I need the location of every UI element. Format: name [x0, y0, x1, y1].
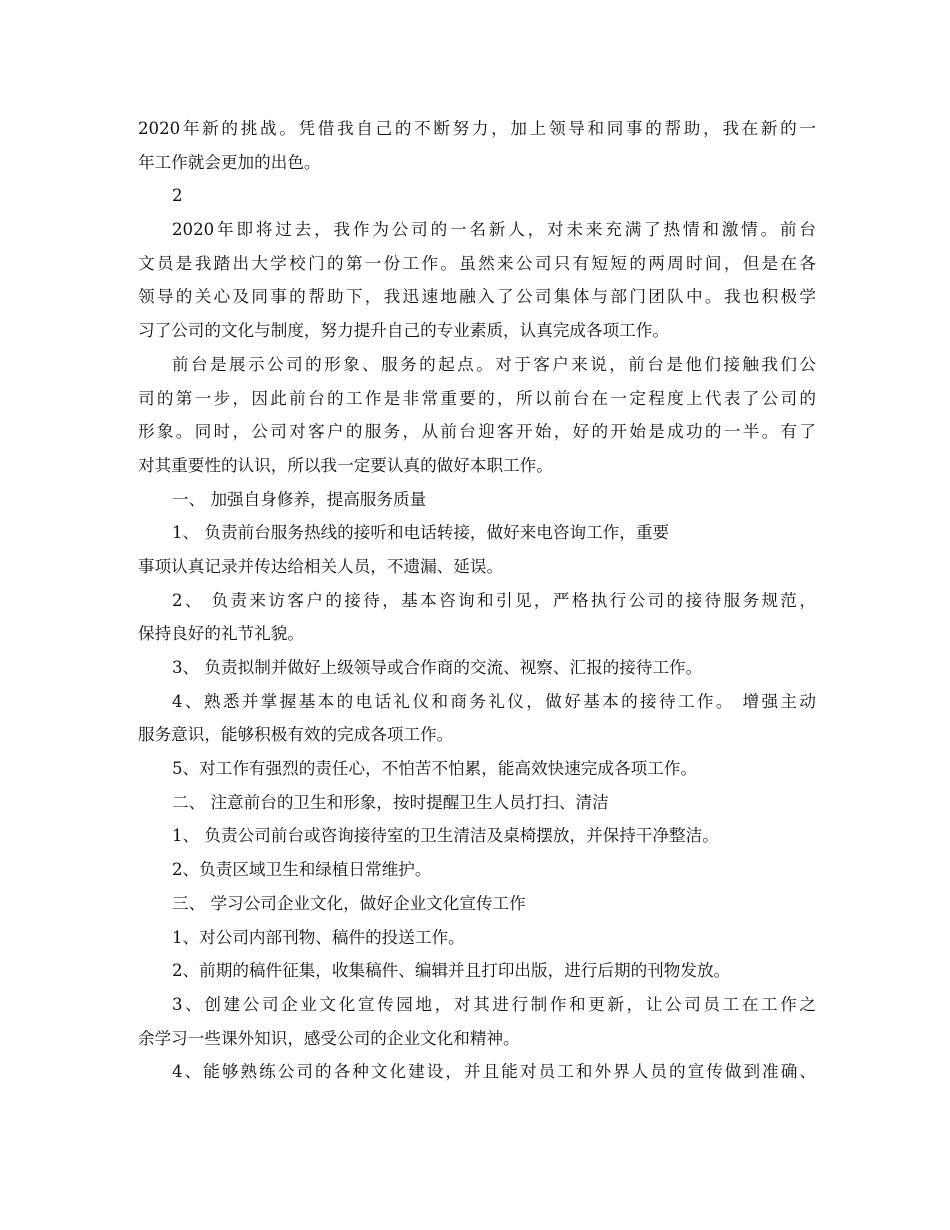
- document-line: 对其重要性的认识，所以我一定要认真的做好本职工作。: [138, 455, 553, 475]
- document-line: 事项认真记录并传达给相关人员，不遗漏、延误。: [138, 556, 504, 576]
- document-line: 3、 负责拟制并做好上级领导或合作商的交流、视察、汇报的接待工作。: [172, 658, 703, 677]
- document-line: 文员是我踏出大学校门的第一份工作。虽然来公司只有短短的两周时间，但是在各: [138, 253, 816, 273]
- document-line: 2、 负责来访客户的接待，基本咨询和引见，严格执行公司的接待服务规范，: [172, 590, 816, 610]
- document-line: 2020年新的挑战。凭借我自己的不断努力，加上领导和同事的帮助，我在新的一: [138, 119, 816, 138]
- document-line: 年工作就会更加的出色。: [138, 152, 321, 172]
- document-line: 1、对公司内部刊物、稿件的投送工作。: [172, 927, 465, 947]
- document-line: 领导的关心及同事的帮助下，我迅速地融入了公司集体与部门团队中。我也积极学: [138, 287, 816, 307]
- document-line: 3、创建公司企业文化宣传园地，对其进行制作和更新，让公司员工在工作之: [172, 994, 816, 1014]
- document-line: 2、负责区域卫生和绿植日常维护。: [172, 860, 432, 880]
- document-line: 一、 加强自身修养，提高服务质量: [172, 489, 427, 509]
- document-line: 余学习一些课外知识，感受公司的企业文化和精神。: [138, 1028, 520, 1048]
- document-line: 三、 学习公司企业文化，做好企业文化宣传工作: [172, 893, 526, 913]
- document-line: 保持良好的礼节礼貌。: [138, 624, 304, 644]
- document-line: 2、前期的稿件征集，收集稿件、编辑并且打印出版，进行后期的刊物发放。: [172, 961, 731, 981]
- document-body: [138, 112, 816, 1089]
- document-line: 形象。同时，公司对客户的服务，从前台迎客开始，好的开始是成功的一半。有了: [138, 422, 816, 442]
- document-line: 2020年即将过去，我作为公司的一名新人，对未来充满了热情和激情。前台: [172, 220, 816, 240]
- document-line: 5、对工作有强烈的责任心，不怕苦不怕累，能高效快速完成各项工作。: [172, 759, 697, 779]
- document-line: 习了公司的文化与制度，努力提升自己的专业素质，认真完成各项工作。: [138, 321, 669, 341]
- document-line: 2: [172, 186, 183, 206]
- document-line: 司的第一步，因此前台的工作是非常重要的，所以前台在一定程度上代表了公司的: [138, 388, 816, 408]
- document-line: 4、熟悉并掌握基本的电话礼仪和商务礼仪，做好基本的接待工作。 增强主动: [172, 691, 816, 711]
- document-line: 4、能够熟练公司的各种文化建设，并且能对员工和外界人员的宣传做到准确、: [172, 1062, 816, 1082]
- document-line: 1、 负责前台服务热线的接听和电话转接，做好来电咨询工作，重要: [172, 523, 670, 543]
- document-line: 前台是展示公司的形象、服务的起点。对于客户来说，前台是他们接触我们公: [172, 354, 816, 374]
- document-line: 服务意识，能够积极有效的完成各项工作。: [138, 725, 454, 745]
- document-line: 二、 注意前台的卫生和形象，按时提醒卫生人员打扫、清洁: [172, 792, 609, 812]
- document-line: 1、 负责公司前台或咨询接待室的卫生清洁及桌椅摆放，并保持干净整洁。: [172, 826, 719, 846]
